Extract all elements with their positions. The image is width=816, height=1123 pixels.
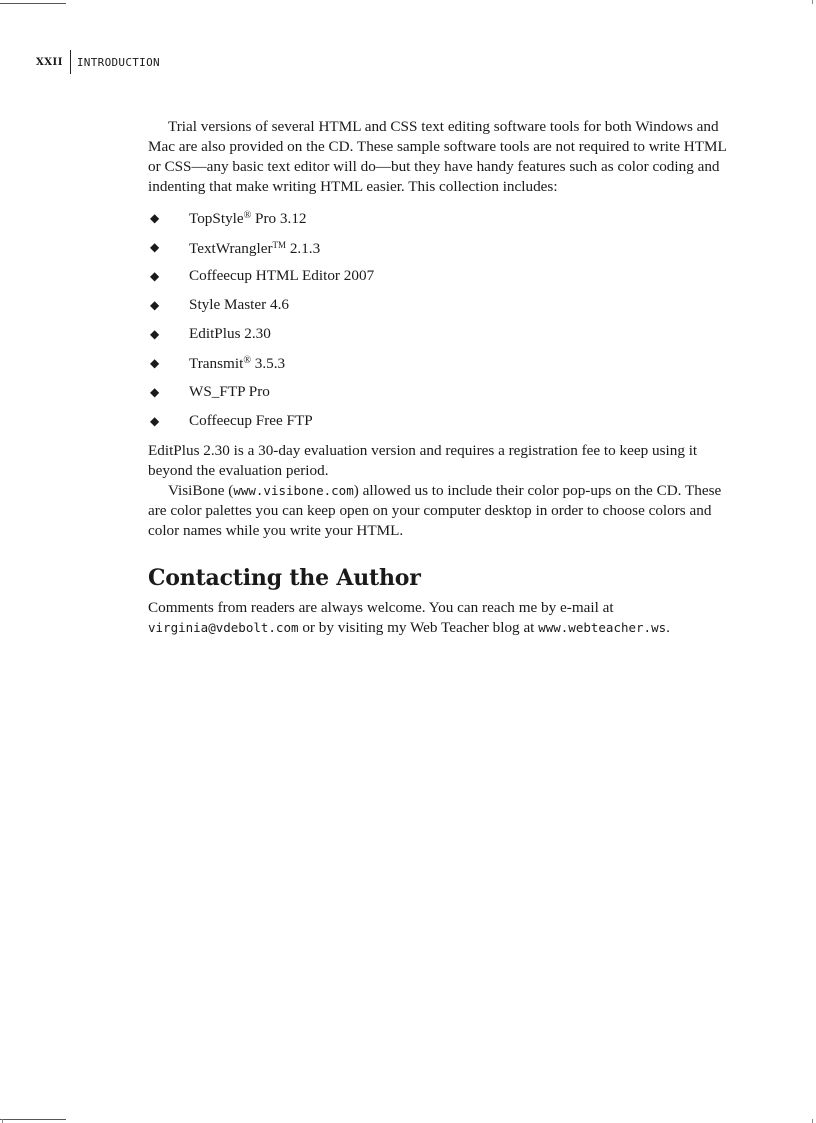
diamond-bullet-icon: ◆ — [150, 297, 160, 312]
crop-mark-top — [0, 3, 66, 4]
diamond-bullet-icon: ◆ — [150, 239, 160, 254]
tool-name-text: WS_FTP Pro — [189, 382, 270, 400]
list-item — [148, 203, 740, 232]
list-item — [148, 232, 740, 261]
tool-name — [189, 382, 270, 402]
list-item — [148, 348, 740, 377]
author-email[interactable]: virginia@vdebolt.com — [148, 620, 299, 635]
crop-tick-bottom-right — [812, 1119, 813, 1123]
diamond-bullet-icon: ◆ — [150, 210, 160, 225]
tool-name-text: Transmit — [189, 355, 244, 372]
page-folio: XXII — [36, 56, 63, 68]
visibone-paragraph — [148, 481, 740, 541]
crop-tick-top-right — [812, 0, 813, 4]
intro-paragraph: Trial versions of several HTML and CSS text editing software tools for both Windows and Mac are also provided on the CD. These sample software tools are not required to write HTML or CSS—any basic text editor will do—but they have handy features such as color coding and indenting that make writing HTML easier. This collection includes: — [148, 118, 727, 195]
running-head — [36, 50, 160, 74]
diamond-bullet-icon: ◆ — [150, 268, 160, 283]
tool-name — [189, 324, 271, 344]
tool-name — [189, 206, 307, 229]
list-item — [148, 319, 740, 348]
visibone-url[interactable]: www.visibone.com — [233, 483, 354, 498]
software-tools-list — [148, 203, 740, 435]
page-body — [148, 117, 740, 638]
tool-version: Pro 3.12 — [251, 210, 307, 227]
running-head-divider — [70, 50, 71, 74]
contact-text-after: . — [666, 619, 670, 636]
tool-name-text: TextWrangler — [189, 239, 273, 257]
tool-name — [189, 411, 313, 431]
contact-heading: Contacting the Author — [148, 565, 421, 591]
tool-name — [189, 235, 320, 259]
tool-name-text: Style Master 4.6 — [189, 295, 289, 313]
blog-url[interactable]: www.webteacher.ws — [538, 620, 667, 635]
tool-name — [189, 295, 289, 315]
diamond-bullet-icon: ◆ — [150, 355, 160, 370]
contact-text-middle: or by visiting my Web Teacher blog at — [298, 619, 539, 636]
crop-mark-bottom — [0, 1119, 66, 1120]
tool-version: 3.5.3 — [250, 355, 286, 372]
visibone-text-after: ) allowed us to include their color pop-ups on the CD. These are color palettes you can keep open on your computer desktop in order to choose colors and color names while you write your HTML. — [148, 482, 722, 539]
list-item — [148, 406, 740, 435]
list-item — [148, 261, 740, 290]
trademark-mark: TM — [272, 239, 287, 250]
tool-name-text: Coffeecup Free FTP — [189, 411, 313, 429]
running-head-section: INTRODUCTION — [76, 55, 160, 69]
tool-version: 2.1.3 — [286, 239, 321, 257]
visibone-text-before: VisiBone ( — [168, 482, 234, 499]
registered-mark: ® — [243, 210, 252, 221]
contact-paragraph — [148, 598, 740, 638]
tool-name-text: TopStyle — [189, 210, 244, 227]
diamond-bullet-icon: ◆ — [150, 384, 160, 399]
tool-name — [189, 351, 285, 374]
contact-text-before: Comments from readers are always welcome. You can reach me by e-mail at — [148, 599, 614, 616]
tool-name-text: EditPlus 2.30 — [189, 324, 271, 342]
diamond-bullet-icon: ◆ — [150, 413, 160, 428]
registered-mark: ® — [243, 355, 251, 366]
diamond-bullet-icon: ◆ — [150, 326, 160, 341]
tool-name — [189, 266, 374, 286]
list-item — [148, 290, 740, 319]
list-item — [148, 377, 740, 406]
crop-tick-bottom-left — [2, 1119, 3, 1123]
editplus-note: EditPlus 2.30 is a 30-day evaluation version and requires a registration fee to keep using it beyond the evaluation period. — [148, 442, 698, 479]
tool-name-text: Coffeecup HTML Editor 2007 — [189, 266, 375, 284]
